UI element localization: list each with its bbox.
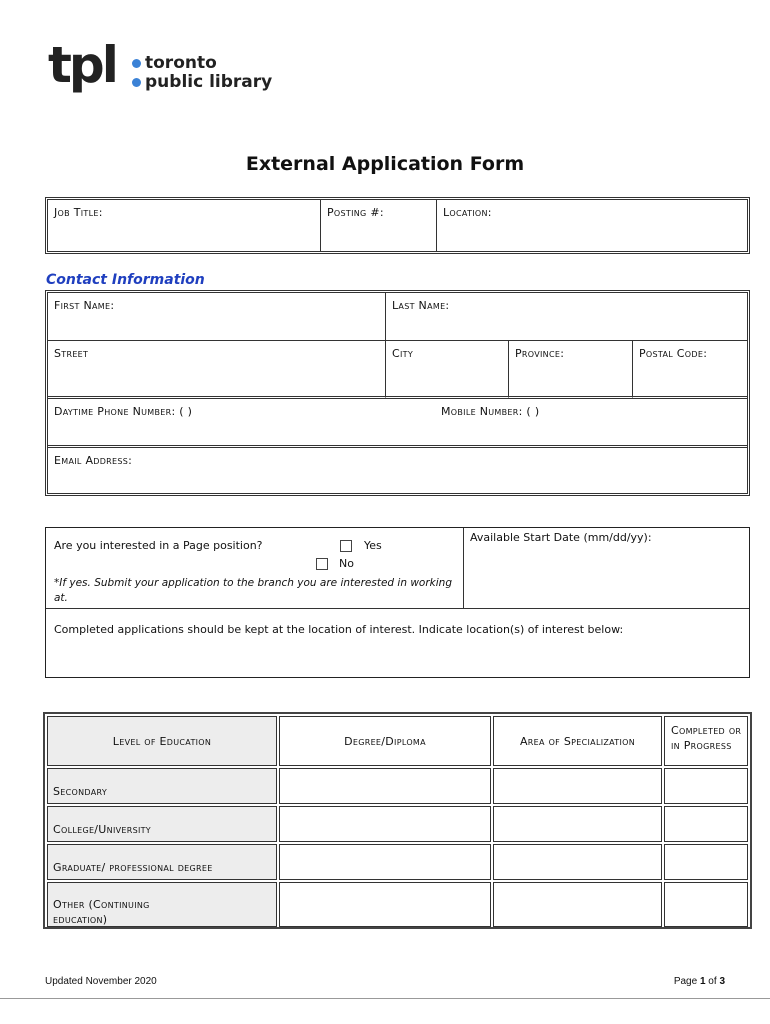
locations-field[interactable] <box>46 609 749 677</box>
logo-dot-icon <box>132 78 141 87</box>
city-label: City <box>392 347 414 360</box>
degree-cell[interactable] <box>279 882 491 927</box>
daytime-phone-label[interactable]: Daytime Phone Number: ( ) <box>54 405 193 418</box>
logo-dot-icon <box>132 59 141 68</box>
education-row-label: Other (Continuing education) <box>47 882 277 927</box>
page-position-box <box>45 527 750 678</box>
postal-code-field[interactable] <box>633 341 747 399</box>
location-field[interactable] <box>437 200 747 251</box>
last-name-field[interactable] <box>386 293 747 341</box>
completed-cell[interactable] <box>664 844 748 880</box>
footer-page: Page 1 of 3 <box>673 976 725 987</box>
education-header-completed: Completed or in Progress <box>664 716 748 766</box>
locations-note: Completed applications should be kept at the location of interest. Indicate location(s) of interest below: <box>54 623 624 636</box>
page-title: External Application Form <box>245 153 525 175</box>
specialization-cell[interactable] <box>493 882 662 927</box>
city-field[interactable] <box>386 341 509 399</box>
education-row-label: Secondary <box>47 768 277 804</box>
logo-line1: toronto <box>145 53 217 73</box>
education-header-specialization: Area of Specialization <box>493 716 662 766</box>
job-title-label: Job Title: <box>54 206 103 219</box>
last-name-label: Last Name: <box>392 299 450 312</box>
education-header-degree: Degree/Diploma <box>279 716 491 766</box>
degree-cell[interactable] <box>279 768 491 804</box>
education-row-label: Graduate/ professional degree <box>47 844 277 880</box>
street-field[interactable] <box>48 341 386 399</box>
degree-cell[interactable] <box>279 806 491 842</box>
first-name-label: First Name: <box>54 299 115 312</box>
mobile-label[interactable]: Mobile Number: ( ) <box>441 405 540 418</box>
yes-label: Yes <box>364 539 382 552</box>
contact-heading: Contact Information <box>46 272 205 288</box>
footer-updated: Updated November 2020 <box>45 976 157 987</box>
province-label: Province: <box>515 347 565 360</box>
education-row-label: College/University <box>47 806 277 842</box>
province-field[interactable] <box>509 341 633 399</box>
posting-label: Posting #: <box>327 206 384 219</box>
contact-box <box>45 290 750 496</box>
start-date-field[interactable] <box>464 528 749 609</box>
no-checkbox[interactable] <box>316 558 328 570</box>
no-label: No <box>339 557 354 570</box>
page-note: *If yes. Submit your application to the branch you are interested in working at. <box>54 577 452 604</box>
completed-cell[interactable] <box>664 768 748 804</box>
education-header-level: Level of Education <box>47 716 277 766</box>
specialization-cell[interactable] <box>493 768 662 804</box>
yes-checkbox[interactable] <box>340 540 352 552</box>
page-question: Are you interested in a Page position? <box>54 539 263 552</box>
footer-divider <box>0 998 770 999</box>
education-table <box>43 712 752 929</box>
job-title-field[interactable] <box>48 200 321 251</box>
start-date-label: Available Start Date (mm/dd/yy): <box>470 531 652 544</box>
page-question-cell <box>46 528 464 609</box>
specialization-cell[interactable] <box>493 844 662 880</box>
tpl-logo <box>48 36 298 100</box>
posting-field[interactable] <box>321 200 437 251</box>
logo-mark: tpl <box>48 36 116 94</box>
completed-cell[interactable] <box>664 806 748 842</box>
first-name-field[interactable] <box>48 293 386 341</box>
email-label: Email Address: <box>54 454 133 467</box>
postal-code-label: Postal Code: <box>639 347 708 360</box>
email-field[interactable] <box>48 448 747 493</box>
phone-row <box>48 399 747 448</box>
degree-cell[interactable] <box>279 844 491 880</box>
street-label: Street <box>54 347 89 360</box>
specialization-cell[interactable] <box>493 806 662 842</box>
job-fields-box <box>45 197 750 254</box>
completed-cell[interactable] <box>664 882 748 927</box>
location-label: Location: <box>443 206 492 219</box>
logo-line2: public library <box>145 72 273 92</box>
